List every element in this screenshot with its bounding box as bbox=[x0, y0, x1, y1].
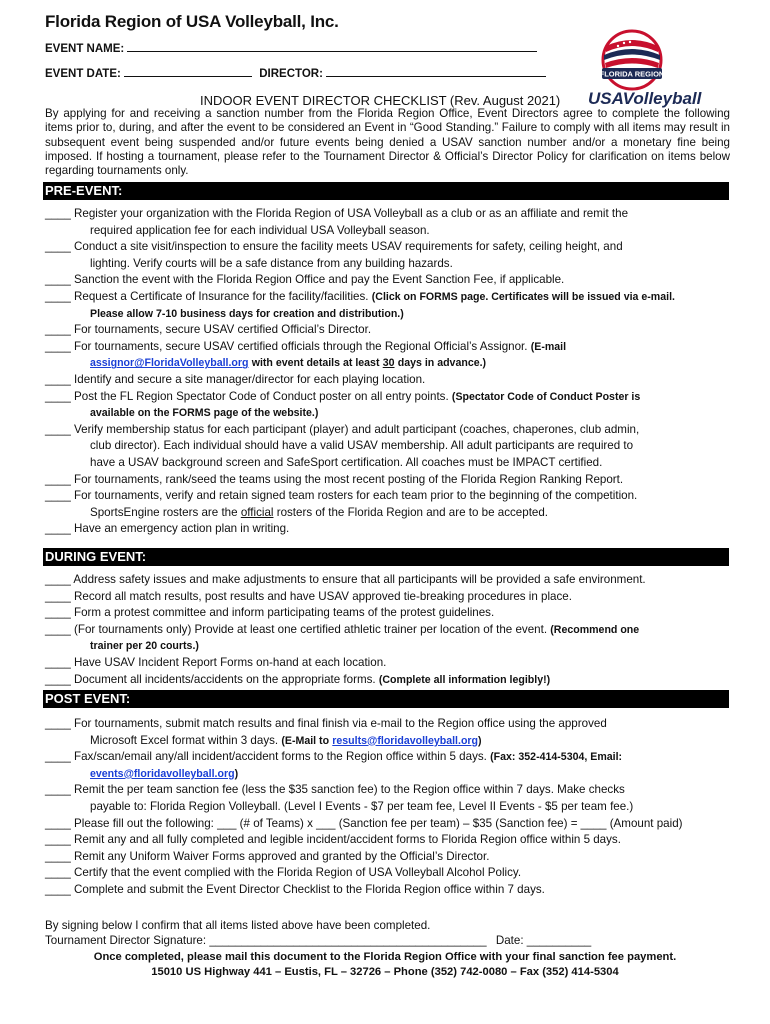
item-note: (Spectator Code of Conduct Poster is bbox=[451, 390, 641, 403]
post-event-list bbox=[45, 716, 735, 899]
checkbox-blank[interactable]: ____ bbox=[45, 783, 71, 797]
list-item bbox=[45, 472, 735, 489]
list-item bbox=[45, 622, 735, 655]
checkbox-blank[interactable]: ____ bbox=[45, 750, 71, 764]
item-note: days in advance.) bbox=[397, 357, 487, 370]
item-text: Document all incidents/accidents on the appropriate forms. bbox=[74, 672, 376, 686]
confirmation-statement: By signing below I confirm that all items listed above have been completed. bbox=[45, 919, 431, 932]
checkbox-blank[interactable]: ____ bbox=[45, 606, 71, 620]
list-item bbox=[45, 816, 735, 833]
item-text: have a USAV background screen and SafeSport certification. All coaches must be IMPACT certified. bbox=[90, 455, 603, 469]
director-label: DIRECTOR: bbox=[259, 68, 323, 80]
list-item bbox=[45, 716, 735, 749]
item-text: Remit any Uniform Waiver Forms approved and granted by the Official’s Director. bbox=[74, 849, 490, 863]
list-item bbox=[45, 655, 735, 672]
during-event-list bbox=[45, 572, 735, 688]
checkbox-blank[interactable]: ____ bbox=[45, 273, 71, 287]
checkbox-blank[interactable]: ____ bbox=[45, 339, 71, 353]
item-text: For tournaments, verify and retain signed team rosters for each team prior to the beginning of the competition. bbox=[74, 489, 638, 503]
list-item bbox=[45, 865, 735, 882]
list-item bbox=[45, 272, 735, 289]
item-text: Verify membership status for each participant (player) and adult participant (coaches, chaperones, club admin, bbox=[74, 422, 640, 436]
intro-paragraph: By applying for and receiving a sanction number from the Florida Region Office, Event Directors agree to complete the following items prior to, during, and after the event to be considered an Event in “Good Standing.” Failure to comply with all items may result in subsequent event being suspended and/or future events being denied a USAV sanction number and/or a monetary fine being imposed. If hosting a tournament, please refer to the Tournament Director & Official’s Director Policy for clarification on items below regarding tournaments only. bbox=[45, 107, 730, 178]
checkbox-blank[interactable]: ____ bbox=[45, 422, 71, 436]
item-note: (Complete all information legibly!) bbox=[378, 673, 551, 686]
item-text: Please fill out the following: ___ (# of Teams) x ___ (Sanction fee per team) – $35 (Sanction fee) = ____ (Amount paid) bbox=[74, 816, 683, 830]
list-item bbox=[45, 832, 735, 849]
list-item bbox=[45, 206, 735, 239]
list-item bbox=[45, 488, 735, 521]
checkbox-blank[interactable]: ____ bbox=[45, 672, 71, 686]
list-item bbox=[45, 322, 735, 339]
list-item bbox=[45, 372, 735, 389]
item-text: For tournaments, submit match results and final finish via e-mail to the Region office using the approved bbox=[74, 717, 607, 730]
item-text: rosters of the Florida Region and are to be accepted. bbox=[276, 505, 549, 519]
item-note: 30 bbox=[382, 357, 395, 370]
checkbox-blank[interactable]: ____ bbox=[45, 589, 71, 603]
usa-volleyball-logo bbox=[588, 28, 702, 110]
item-text: Address safety issues and make adjustments to ensure that all participants will be provided a safe environment. bbox=[73, 573, 646, 586]
item-text: (For tournaments only) Provide at least one certified athletic trainer per location of the event. bbox=[74, 622, 548, 636]
checkbox-blank[interactable]: ____ bbox=[45, 522, 71, 536]
item-note: with event details at least bbox=[251, 357, 380, 370]
list-item bbox=[45, 672, 735, 689]
item-note: (E-mail bbox=[530, 340, 567, 353]
item-note: (Fax: 352-414-5304, Email: bbox=[490, 751, 623, 764]
item-text: Identify and secure a site manager/director for each playing location. bbox=[74, 372, 426, 386]
checkbox-blank[interactable]: ____ bbox=[45, 323, 71, 337]
footer bbox=[0, 950, 770, 980]
item-text: Fax/scan/email any/all incident/accident forms to the Region office within 5 days. bbox=[74, 750, 487, 764]
item-text: Have an emergency action plan in writing. bbox=[74, 522, 290, 536]
checklist-title: INDOOR EVENT DIRECTOR CHECKLIST (Rev. August 2021) bbox=[200, 93, 561, 108]
pre-event-heading: PRE-EVENT: bbox=[43, 182, 729, 200]
signature-field[interactable]: Tournament Director Signature: ___________________________________________ bbox=[45, 934, 487, 947]
event-date-row bbox=[45, 66, 546, 80]
item-text: Request a Certificate of Insurance for the facility/facilities. bbox=[74, 289, 369, 303]
event-name-label: EVENT NAME: bbox=[45, 43, 125, 55]
results-email-link[interactable]: results@floridavolleyball.org bbox=[332, 734, 479, 747]
checkbox-blank[interactable]: ____ bbox=[45, 489, 71, 503]
item-note: ) bbox=[234, 767, 239, 780]
signature-block bbox=[45, 918, 591, 948]
list-item bbox=[45, 239, 735, 272]
item-text: Remit any and all fully completed and legible incident/accident forms to Florida Region office within 5 days. bbox=[74, 833, 621, 847]
checkbox-blank[interactable]: ____ bbox=[45, 472, 71, 486]
item-text: SportsEngine rosters are the bbox=[90, 505, 238, 519]
item-text: Complete and submit the Event Director Checklist to the Florida Region office within 7 days. bbox=[74, 882, 545, 896]
logo-ring-text: FLORIDA REGION bbox=[599, 69, 665, 79]
list-item bbox=[45, 572, 735, 589]
item-text: required application fee for each individual USA Volleyball season. bbox=[90, 223, 430, 237]
director-field[interactable] bbox=[326, 66, 546, 77]
item-text: Have USAV Incident Report Forms on-hand at each location. bbox=[74, 655, 387, 669]
item-text: Conduct a site visit/inspection to ensure the facility meets USAV requirements for safety, ceiling height, and bbox=[74, 240, 623, 254]
item-text: For tournaments, secure USAV certified Official’s Director. bbox=[74, 323, 372, 337]
checkbox-blank[interactable]: ____ bbox=[45, 207, 71, 220]
list-item bbox=[45, 589, 735, 606]
list-item bbox=[45, 749, 735, 782]
events-email-link[interactable]: events@floridavolleyball.org bbox=[90, 767, 235, 780]
checkbox-blank[interactable]: ____ bbox=[45, 849, 71, 863]
item-text: payable to: Florida Region Volleyball. (Level I Events - $7 per team fee, Level II Events - $5 per team fee.) bbox=[90, 799, 634, 813]
checkbox-blank[interactable]: ____ bbox=[45, 289, 71, 303]
item-text: Remit the per team sanction fee (less the $35 sanction fee) to the Region office within 7 days. Make checks bbox=[74, 783, 625, 797]
date-field[interactable]: Date: __________ bbox=[495, 934, 592, 947]
list-item bbox=[45, 782, 735, 815]
event-name-field[interactable] bbox=[127, 41, 537, 52]
checkbox-blank[interactable]: ____ bbox=[45, 372, 71, 386]
item-note: (E-Mail to bbox=[281, 734, 330, 747]
item-text: Post the FL Region Spectator Code of Conduct poster on all entry points. bbox=[74, 389, 449, 403]
checkbox-blank[interactable]: ____ bbox=[45, 655, 71, 669]
event-date-field[interactable] bbox=[124, 66, 252, 77]
item-note: ) bbox=[478, 734, 482, 747]
checkbox-blank[interactable]: ____ bbox=[45, 882, 71, 896]
item-text: Sanction the event with the Florida Region Office and pay the Event Sanction Fee, if applicable. bbox=[74, 273, 565, 287]
checkbox-blank[interactable]: ____ bbox=[45, 240, 71, 254]
item-text: Microsoft Excel format within 3 days. bbox=[90, 733, 279, 747]
org-title: Florida Region of USA Volleyball, Inc. bbox=[45, 12, 339, 31]
post-event-heading: POST EVENT: bbox=[43, 690, 729, 708]
checkbox-blank[interactable]: ____ bbox=[45, 866, 71, 880]
item-text: For tournaments, secure USAV certified officials through the Regional Official’s Assignor. bbox=[74, 339, 528, 353]
item-text: club director). Each individual should have a valid USAV membership. All adult participants are required to bbox=[90, 439, 634, 453]
item-note: available on the FORMS page of the website.) bbox=[90, 407, 319, 420]
mailing-instruction: Once completed, please mail this document to the Florida Region Office with your final sanction fee payment. bbox=[93, 951, 677, 963]
item-text: Record all match results, post results and have USAV approved tie-breaking procedures in place. bbox=[74, 589, 572, 603]
item-text: For tournaments, rank/seed the teams using the most recent posting of the Florida Region Ranking Report. bbox=[74, 472, 624, 486]
list-item bbox=[45, 422, 735, 472]
item-text: Certify that the event complied with the Florida Region of USA Volleyball Alcohol Policy. bbox=[74, 866, 522, 880]
checkbox-blank[interactable]: ____ bbox=[45, 622, 71, 636]
checkbox-blank[interactable]: ____ bbox=[45, 833, 71, 847]
item-text: Form a protest committee and inform participating teams of the protest guidelines. bbox=[74, 606, 495, 620]
list-item bbox=[45, 605, 735, 622]
list-item bbox=[45, 521, 735, 538]
event-date-label: EVENT DATE: bbox=[45, 68, 121, 80]
list-item bbox=[45, 849, 735, 866]
office-address: 15010 US Highway 441 – Eustis, FL – 32726 – Phone (352) 742-0080 – Fax (352) 414-5304 bbox=[151, 966, 619, 978]
checkbox-blank[interactable]: ____ bbox=[45, 816, 71, 830]
item-note: (Click on FORMS page. Certificates will be issued via e-mail. bbox=[371, 290, 675, 303]
item-note: (Recommend one bbox=[550, 623, 640, 636]
checkbox-blank[interactable]: ____ bbox=[45, 389, 71, 403]
logo-wordmark: USAVolleyball bbox=[588, 89, 702, 108]
checkbox-blank[interactable]: ____ bbox=[45, 717, 71, 730]
item-text: official bbox=[240, 505, 274, 519]
item-text: lighting. Verify courts will be a safe distance from any building hazards. bbox=[90, 256, 453, 270]
checkbox-blank[interactable]: ____ bbox=[45, 573, 71, 586]
item-note: trainer per 20 courts.) bbox=[90, 640, 199, 653]
event-name-row bbox=[45, 41, 537, 55]
item-text: Register your organization with the Florida Region of USA Volleyball as a club or as an affiliate and remit the bbox=[74, 207, 629, 220]
list-item bbox=[45, 339, 735, 372]
list-item bbox=[45, 882, 735, 899]
list-item bbox=[45, 389, 735, 422]
list-item bbox=[45, 289, 735, 322]
assignor-email-link[interactable]: assignor@FloridaVolleyball.org bbox=[90, 357, 249, 370]
pre-event-list bbox=[45, 206, 735, 538]
item-note: Please allow 7-10 business days for creation and distribution.) bbox=[90, 307, 404, 320]
during-event-heading: DURING EVENT: bbox=[43, 548, 729, 566]
